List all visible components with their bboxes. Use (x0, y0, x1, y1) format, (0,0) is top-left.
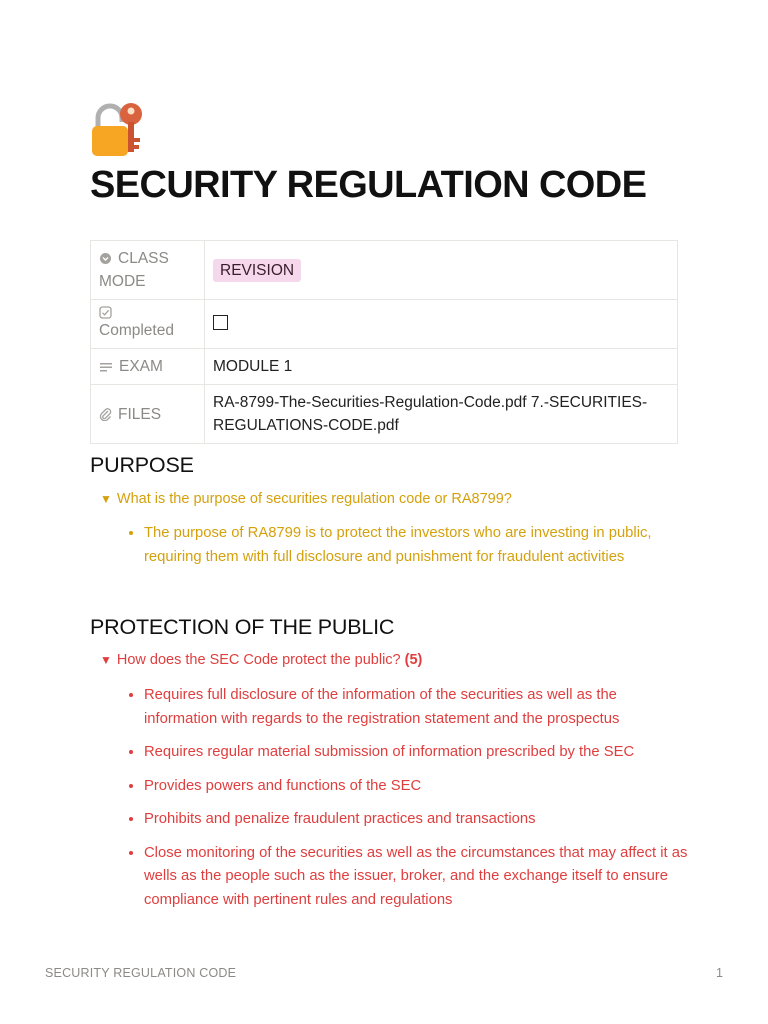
property-key[interactable]: CLASS MODE (91, 241, 205, 300)
list-item: • Prohibits and penalize fraudulent practices and transactions (144, 808, 694, 832)
count-label: (5) (404, 652, 423, 668)
section-heading-protection: PROTECTION OF THE PUBLIC (90, 615, 395, 639)
list-item: • Requires full disclosure of the information of the securities as well as the information with regards to the registration statement and the prospectus (144, 684, 694, 731)
purpose-bullets (126, 522, 694, 569)
toggle-triangle-icon[interactable]: ▼ (100, 653, 112, 667)
list-item: • Requires regular material submission of information prescribed by the SEC (144, 741, 694, 765)
toggle-purpose[interactable]: ▼ What is the purpose of securities regulation code or RA8799? (100, 491, 512, 507)
property-row-exam (91, 349, 678, 385)
protection-bullets (126, 684, 694, 912)
property-value[interactable]: MODULE 1 (205, 349, 678, 385)
select-tag[interactable]: REVISION (213, 259, 301, 282)
property-key[interactable]: EXAM (91, 349, 205, 385)
toggle-protection[interactable]: ▼ How does the SEC Code protect the public? (5) (100, 652, 423, 668)
property-row-completed (91, 300, 678, 349)
property-key[interactable]: Completed (91, 300, 205, 349)
footer-title: SECURITY REGULATION CODE (45, 966, 237, 980)
property-value[interactable] (205, 300, 678, 349)
section-heading-purpose: PURPOSE (90, 453, 194, 477)
toggle-triangle-icon[interactable]: ▼ (100, 492, 112, 506)
paperclip-icon (99, 407, 112, 421)
select-icon (99, 252, 112, 265)
page-title: SECURITY REGULATION CODE (90, 164, 647, 206)
text-property-icon (99, 361, 113, 373)
list-item: • Provides powers and functions of the SEC (144, 775, 694, 799)
completed-checkbox[interactable] (213, 315, 228, 330)
files-value[interactable]: RA-8799-The-Securities-Regulation-Code.pdf 7.-SECURITIES-REGULATIONS-CODE.pdf (205, 385, 678, 444)
property-row-files (91, 385, 678, 444)
page-number: 1 (716, 966, 723, 980)
property-key[interactable]: FILES (91, 385, 205, 444)
list-item: • Close monitoring of the securities as well as the circumstances that may affect it as wells as the people such as the issuer, broker, and the exchange itself to ensure compliance with pertinent rules and regulations (144, 842, 694, 913)
lock-with-key-icon (90, 100, 146, 158)
list-item: • The purpose of RA8799 is to protect the investors who are investing in public, requiring them with full disclosure and punishment for fraudulent activities (144, 522, 694, 569)
properties-table (90, 240, 678, 444)
property-value[interactable] (205, 241, 678, 300)
property-row-class-mode (91, 241, 678, 300)
checkbox-property-icon (99, 306, 112, 319)
